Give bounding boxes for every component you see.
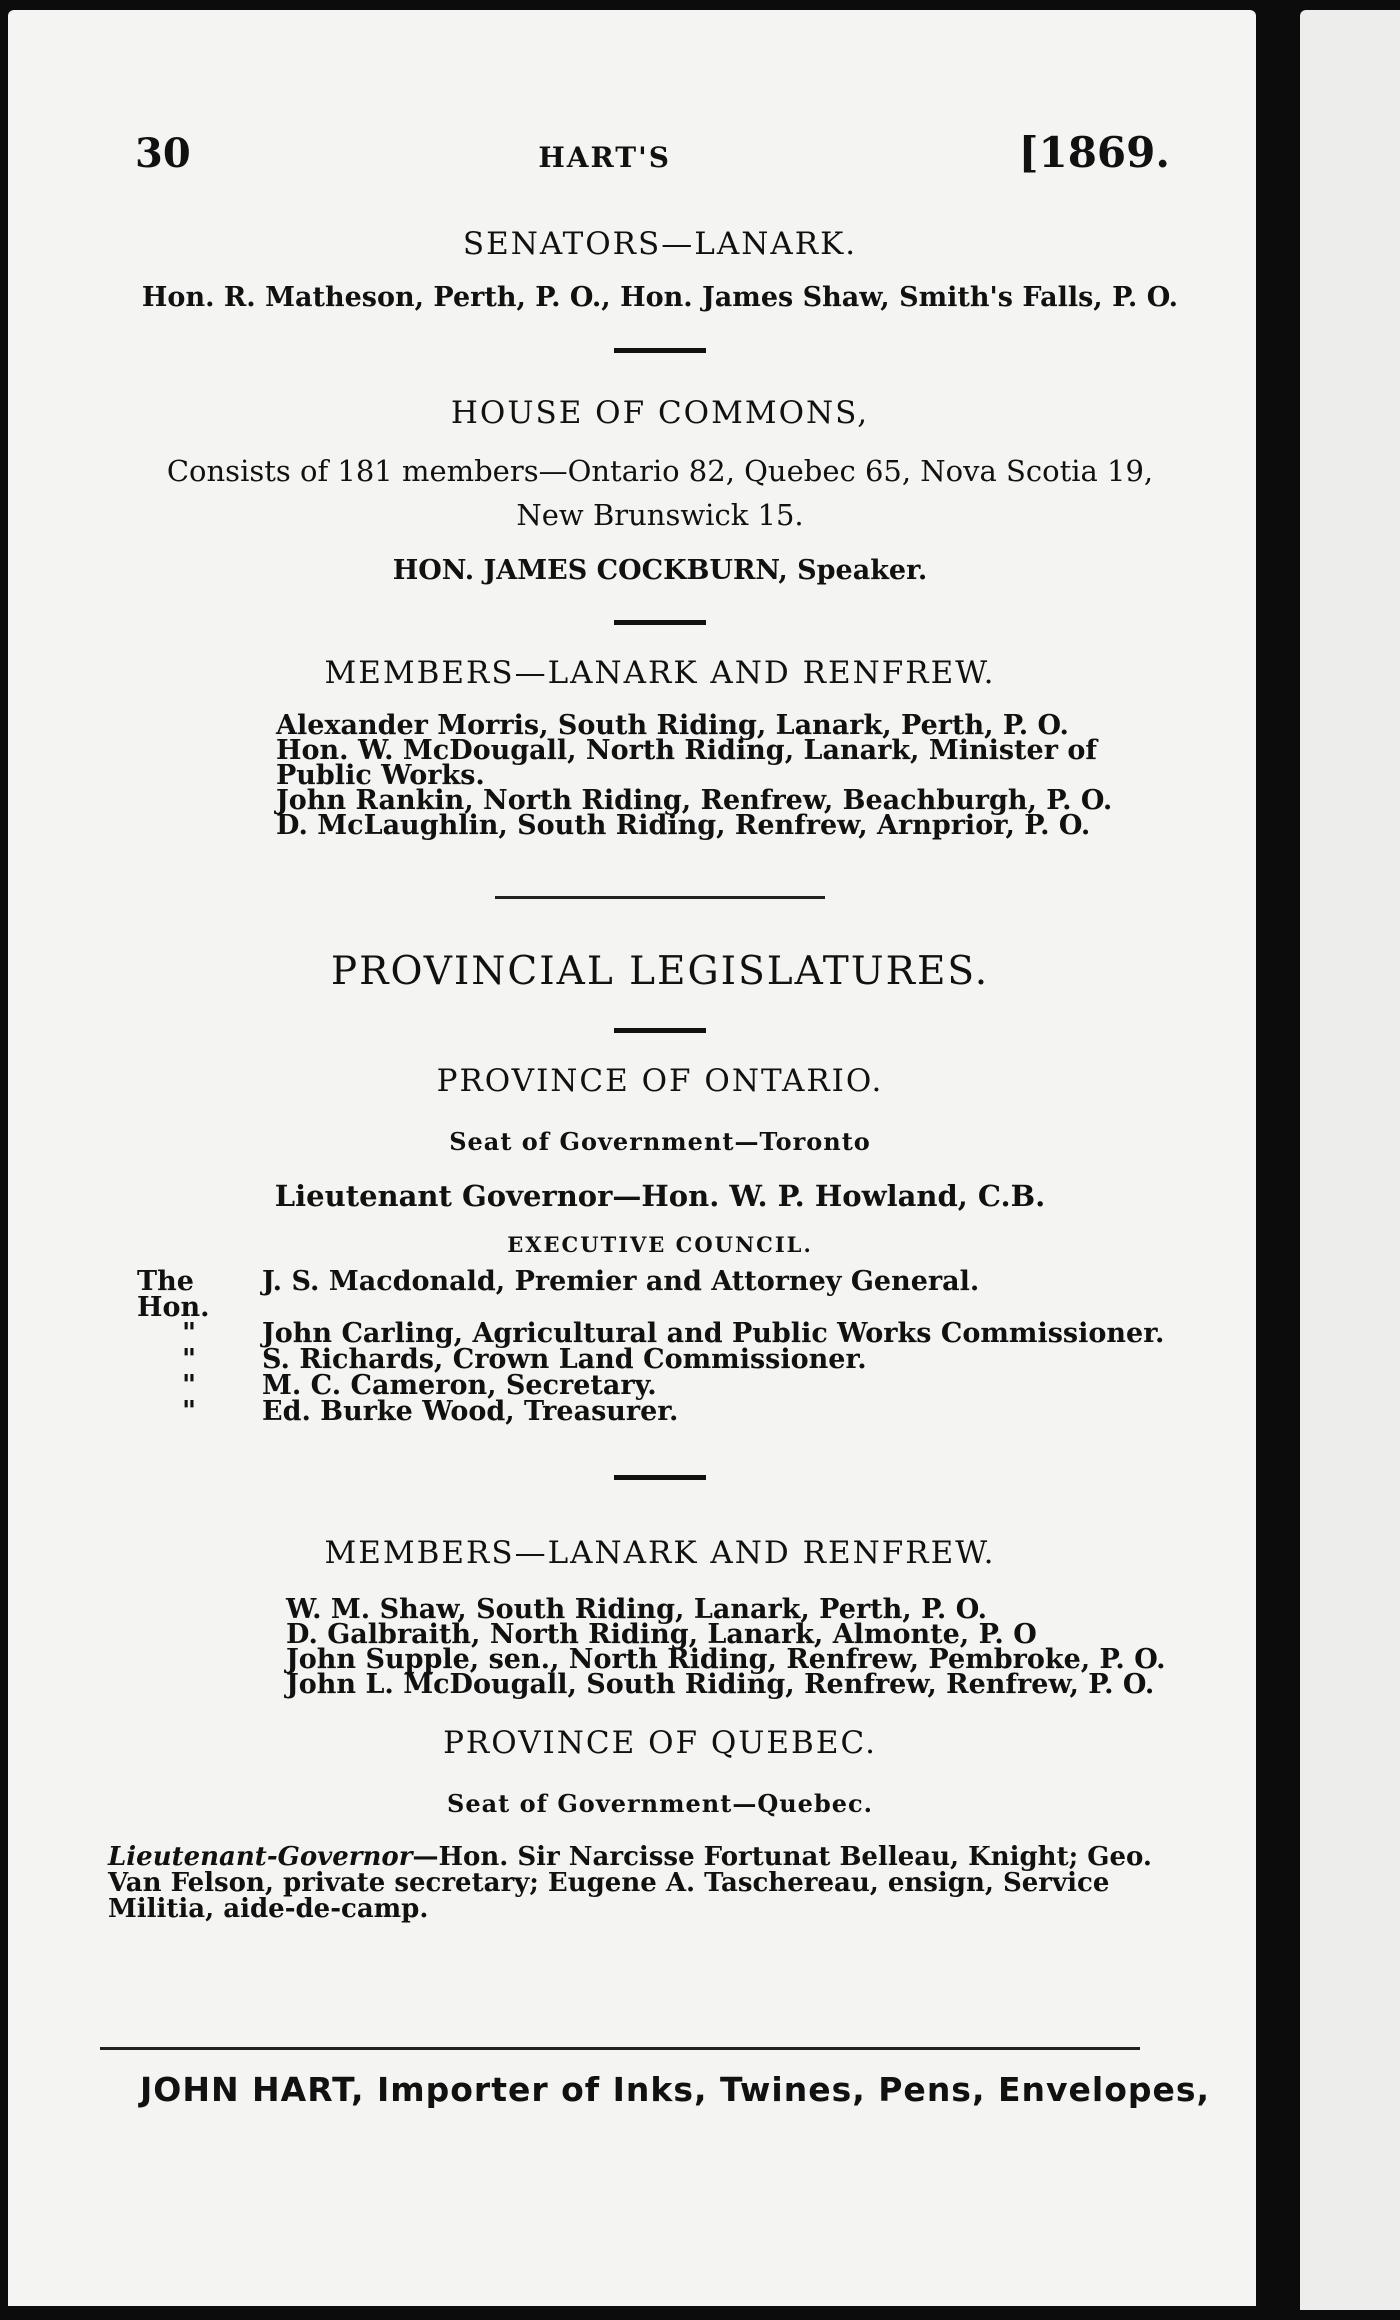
commons-line-1: Consists of 181 members—Ontario 82, Quebec 65, Nova Scotia 19,: [166, 454, 1154, 488]
facing-page-edge: [1300, 10, 1400, 2310]
quebec-seat: Seat of Government—Quebec.: [447, 1789, 873, 1818]
council-member: Ed. Burke Wood, Treasurer.: [262, 1396, 679, 1427]
commons-section: [140, 395, 1180, 586]
senators-section: [140, 226, 1180, 313]
ontario-title: PROVINCE OF ONTARIO.: [436, 1063, 884, 1099]
council-prefix: The Hon.: [137, 1266, 210, 1323]
footer-rule: [100, 2047, 1140, 2050]
list-item: [137, 1396, 1180, 1427]
council-prefix: ": [182, 1318, 197, 1349]
provincial-section: [140, 949, 1180, 994]
running-title: HART'S: [538, 141, 671, 174]
council-member: John Carling, Agricultural and Public Works Commissioner.: [262, 1318, 1165, 1349]
section-rule: [614, 620, 706, 625]
members-ontario-section: [140, 1535, 1180, 1700]
page-header: [135, 128, 1170, 177]
members-ontario-list: [286, 1594, 1180, 1700]
members-commons-title: MEMBERS—LANARK AND RENFREW.: [324, 655, 996, 691]
section-rule: [614, 348, 706, 353]
list-item: W. M. Shaw, South Riding, Lanark, Perth, P. O.: [286, 1594, 988, 1625]
list-item: John L. McDougall, South Riding, Renfrew, Renfrew, P. O.: [286, 1669, 1155, 1700]
members-ontario-title: MEMBERS—LANARK AND RENFREW.: [324, 1535, 996, 1571]
ontario-lieutenant: Lieutenant Governor—Hon. W. P. Howland, C.B.: [274, 1179, 1046, 1213]
section-rule: [614, 1028, 706, 1033]
ontario-section: [140, 1063, 1180, 1257]
section-rule: [614, 1475, 706, 1480]
footer-advert: JOHN HART, Importer of Inks, Twines, Pens, Envelopes,: [140, 2070, 1211, 2109]
list-item: D. Galbraith, North Riding, Lanark, Almonte, P. O: [286, 1619, 1037, 1650]
list-item: [137, 1266, 1180, 1323]
council-prefix: ": [182, 1396, 197, 1427]
senators-line: Hon. R. Matheson, Perth, P. O., Hon. James Shaw, Smith's Falls, P. O.: [141, 282, 1179, 313]
council-member: M. C. Cameron, Secretary.: [262, 1370, 657, 1401]
quebec-lieutenant-label: Lieutenant-Governor: [108, 1842, 413, 1872]
page-number: 30: [135, 130, 191, 177]
provincial-title: PROVINCIAL LEGISLATURES.: [330, 949, 990, 994]
senators-title: SENATORS—LANARK.: [462, 226, 858, 262]
commons-line-2: New Brunswick 15.: [516, 498, 804, 532]
executive-council-list: [137, 1266, 1180, 1427]
council-prefix: ": [182, 1370, 197, 1401]
header-year: [1869.: [1018, 128, 1170, 177]
ontario-seat: Seat of Government—Toronto: [449, 1127, 871, 1156]
quebec-lieutenant-text: —Hon. Sir Narcisse Fortunat Belleau, Knight; Geo. Van Felson, private secretary; Eugene A. Taschereau, ensign, Service Militia, aide-de-camp.: [108, 1842, 1152, 1924]
commons-title: HOUSE OF COMMONS,: [450, 395, 870, 431]
list-item: John Rankin, North Riding, Renfrew, Beachburgh, P. O.: [276, 785, 1113, 816]
quebec-section: [140, 1725, 1180, 1818]
quebec-lieutenant: [108, 1844, 1180, 1922]
council-member: J. S. Macdonald, Premier and Attorney General.: [262, 1266, 980, 1297]
section-rule-long: [495, 896, 825, 899]
members-commons-list: [276, 710, 1180, 841]
list-item: Hon. W. McDougall, North Riding, Lanark, Minister of Public Works.: [276, 735, 1097, 791]
list-item: D. McLaughlin, South Riding, Renfrew, Arnprior, P. O.: [276, 810, 1091, 841]
council-title: EXECUTIVE COUNCIL.: [507, 1232, 813, 1257]
quebec-title: PROVINCE OF QUEBEC.: [443, 1725, 877, 1761]
speaker-line: HON. JAMES COCKBURN, Speaker.: [392, 555, 928, 586]
list-item: Alexander Morris, South Riding, Lanark, Perth, P. O.: [276, 710, 1069, 741]
page-content: [108, 220, 1180, 1924]
council-prefix: ": [182, 1344, 197, 1375]
council-member: S. Richards, Crown Land Commissioner.: [262, 1344, 867, 1375]
list-item: John Supple, sen., North Riding, Renfrew, Pembroke, P. O.: [286, 1644, 1166, 1675]
members-commons-section: [140, 655, 1180, 841]
